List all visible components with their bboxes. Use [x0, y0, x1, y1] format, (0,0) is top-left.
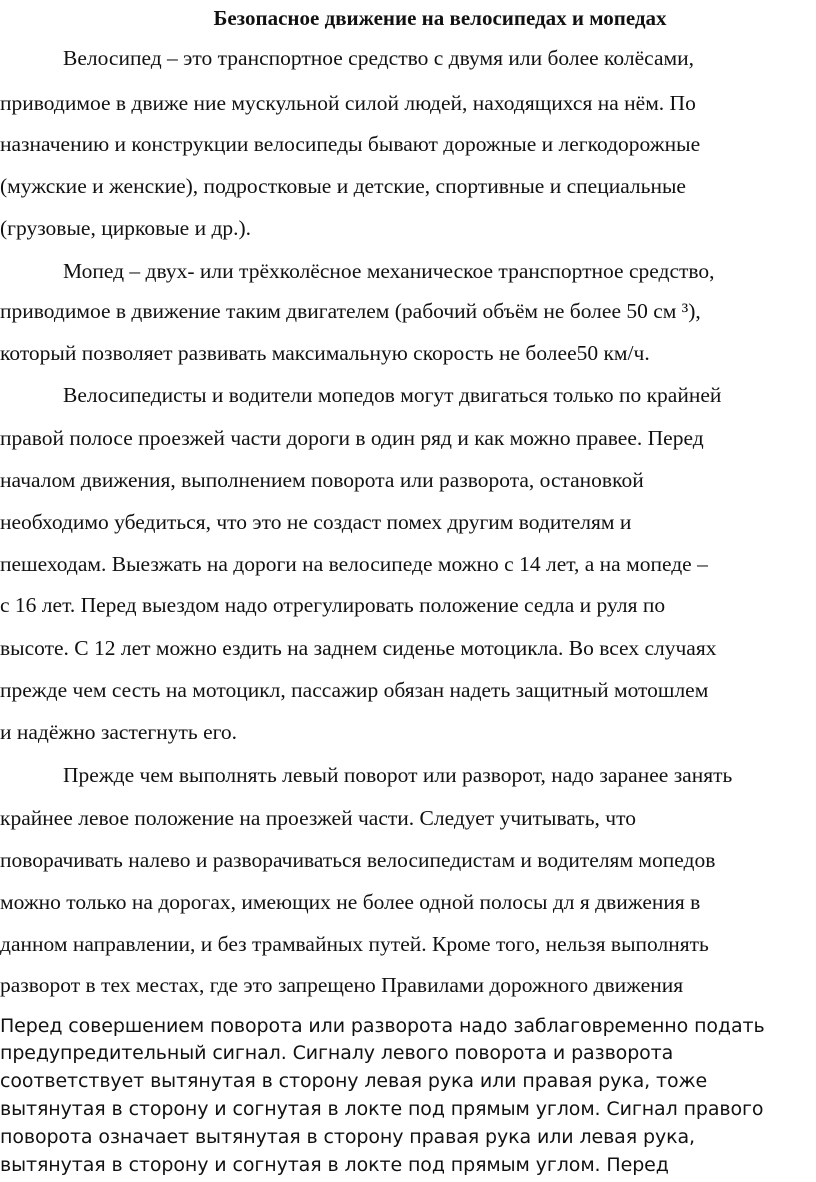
- tail-line: вытянутая в сторону и согнутая в локте под прямым углом. Сигнал правого: [0, 1098, 764, 1120]
- paragraph-line: данном направлении, и без трамвайных путей. Кроме того, нельзя выполнять: [0, 932, 709, 956]
- tail-line: соответствует вытянутая в сторону левая рука или правая рука, тоже: [0, 1070, 708, 1092]
- tail-line: предупредительный сигнал. Сигналу левого поворота и разворота: [0, 1042, 674, 1064]
- paragraph-line: назначению и конструкции велосипеды бывают дорожные и легкодорожные: [0, 132, 701, 156]
- paragraph-line: Мопед – двух- или трёхколёсное механическое транспортное средство,: [63, 259, 715, 283]
- paragraph-line: приводимое в движе ние мускульной силой людей, находящихся на нём. По: [0, 91, 696, 115]
- tail-line: поворота означает вытянутая в сторону правая рука или левая рука,: [0, 1126, 695, 1148]
- paragraph-line: Прежде чем выполнять левый поворот или разворот, надо заранее занять: [63, 763, 733, 787]
- paragraph-line: прежде чем сесть на мотоцикл, пассажир обязан надеть защитный мотошлем: [0, 678, 709, 702]
- paragraph-line: (мужские и женские), подростковые и детские, спортивные и специальные: [0, 174, 686, 198]
- paragraph-line: высоте. С 12 лет можно ездить на заднем сиденье мотоцикла. Во всех случаях: [0, 636, 717, 660]
- paragraph-line: приводимое в движение таким двигателем (рабочий объём не более 50 см ³),: [0, 299, 701, 323]
- paragraph-line: разворот в тех местах, где это запрещено Правилами дорожного движения: [0, 973, 684, 997]
- tail-line: Перед совершением поворота или разворота надо заблаговременно подать: [0, 1015, 765, 1037]
- paragraph-line: пешеходам. Выезжать на дороги на велосипеде можно с 14 лет, а на мопеде –: [0, 552, 708, 576]
- paragraph-line: началом движения, выполнением поворота или разворота, остановкой: [0, 468, 644, 492]
- paragraph-line: поворачивать налево и разворачиваться велосипедистам и водителям мопедов: [0, 848, 716, 872]
- document-title: Безопасное движение на велосипедах и мопедах: [213, 6, 667, 30]
- paragraph-line: крайнее левое положение на проезжей части. Следует учитывать, что: [0, 806, 636, 830]
- paragraph-line: (грузовые, цирковые и др.).: [0, 216, 252, 240]
- tail-line: вытянутая в сторону и согнутая в локте под прямым углом. Перед: [0, 1154, 669, 1176]
- paragraph-line: и надёжно застегнуть его.: [0, 720, 238, 744]
- paragraph-line: который позволяет развивать максимальную скорость не более50 км/ч.: [0, 341, 650, 365]
- paragraph-line: Велосипедисты и водители мопедов могут двигаться только по крайней: [63, 383, 722, 407]
- paragraph-line: с 16 лет. Перед выездом надо отрегулировать положение седла и руля по: [0, 593, 666, 617]
- paragraph-line: можно только на дорогах, имеющих не более одной полосы дл я движения в: [0, 890, 701, 914]
- paragraph-line: Велосипед – это транспортное средство с двумя или более колёсами,: [63, 46, 694, 70]
- paragraph-line: необходимо убедиться, что это не создаст помех другим водителям и: [0, 510, 632, 534]
- paragraph-line: правой полосе проезжей части дороги в один ряд и как можно правее. Перед: [0, 426, 704, 450]
